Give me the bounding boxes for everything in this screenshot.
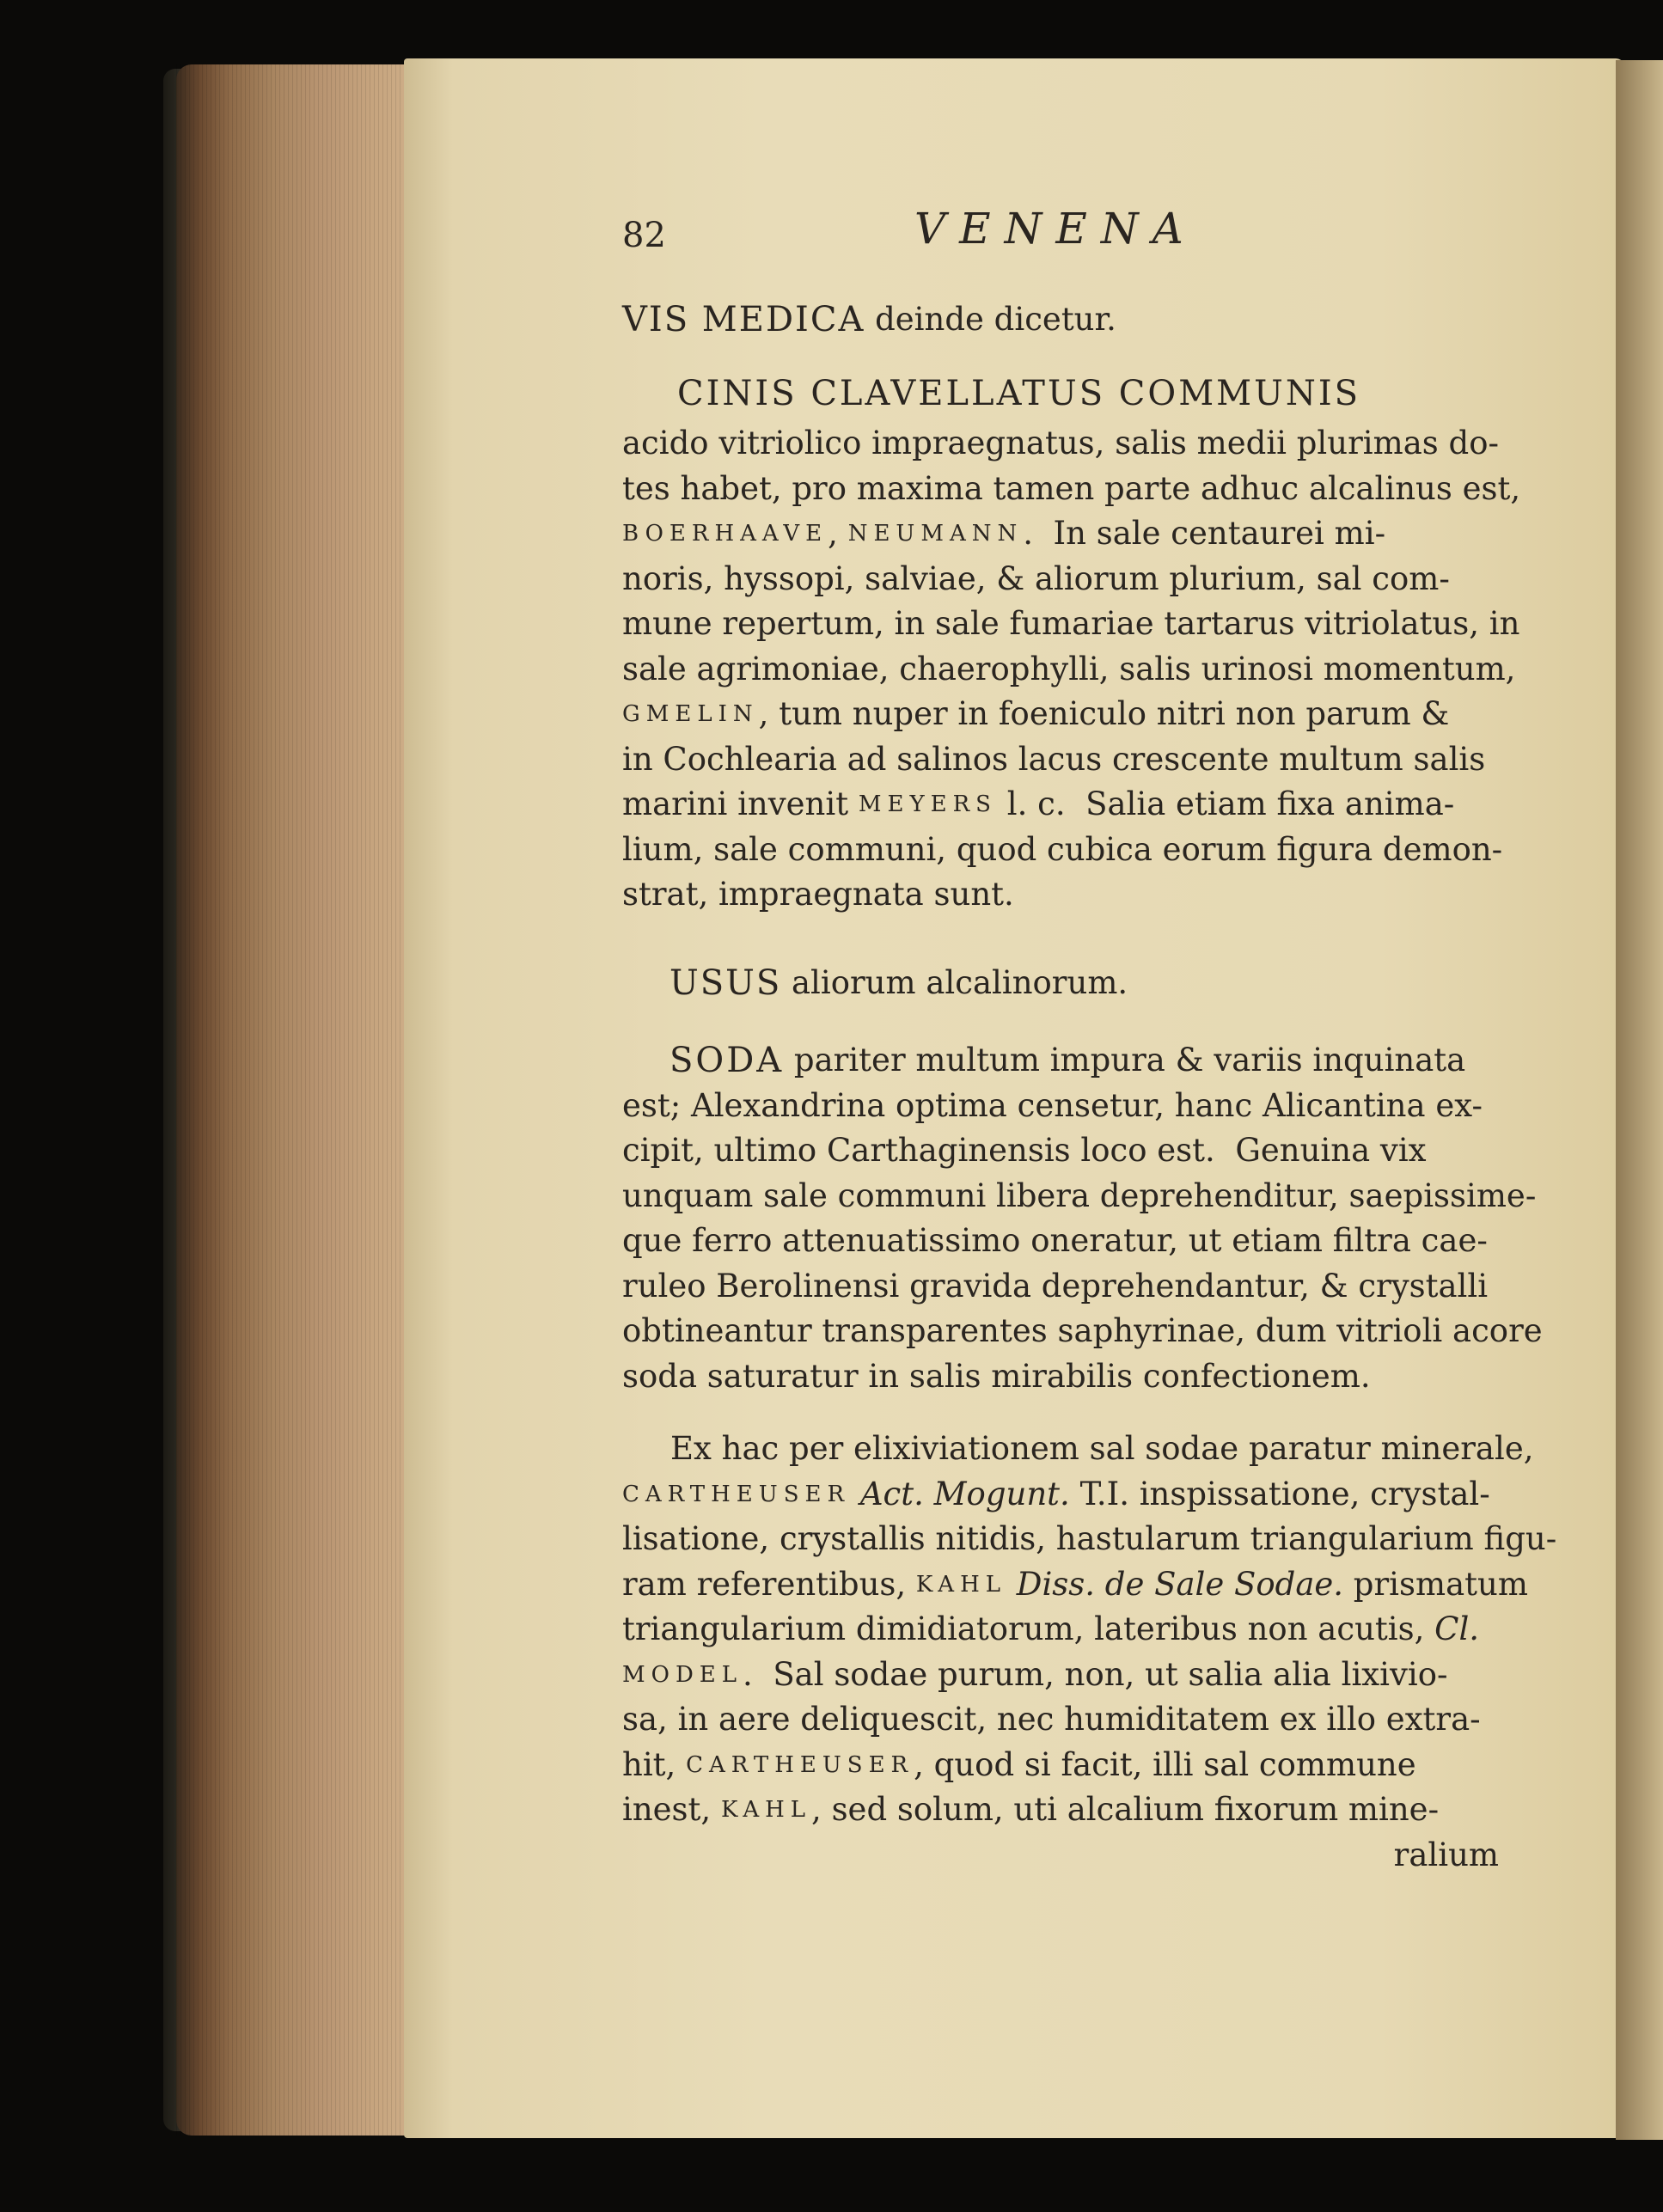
text-line: cipit, ultimo Carthaginensis loco est. Genuina vix [622, 1132, 1427, 1169]
paragraph-lead: CINIS CLAVELLATUS COMMUNIS [677, 374, 1361, 413]
text-line: est; Alexandrina optima censetur, hanc Alicantina ex- [622, 1086, 1483, 1124]
author-name: MEYERS [858, 791, 997, 817]
author-name: KAHL [915, 1571, 1007, 1598]
text-fragment: hit, [622, 1745, 687, 1783]
author-name: CARTHEUSER [622, 1481, 851, 1507]
paragraph-cinis-clavellatus [622, 371, 1521, 918]
text-line: tes habet, pro maxima tamen parte adhuc alcalinus est, [622, 469, 1521, 507]
text-line: acido vitriolico impraegnatus, salis medii plurimas do- [622, 425, 1499, 461]
text-line: obtineantur transparentes saphyrinae, dum vitrioli acore [622, 1312, 1543, 1349]
page-header [622, 206, 1499, 258]
text-fragment: . In sale centaurei mi- [1023, 515, 1386, 552]
heading-caps: USUS [669, 963, 782, 1003]
text-fragment: , quod si facit, illi sal commune [914, 1745, 1416, 1783]
text-line: lium, sale communi, quod cubica eorum figura demon- [622, 830, 1503, 868]
citation-italic: Diss. de Sale Sodae. [1006, 1565, 1344, 1603]
section-heading-usus [622, 961, 1499, 1006]
text-line: mune repertum, in sale fumariae tartarus vitriolatus, in [622, 605, 1520, 642]
text-fragment: T.I. inspissatione, crystal- [1069, 1475, 1490, 1512]
text-line: que ferro attenuatissimo oneratur, ut etiam filtra cae- [622, 1222, 1488, 1259]
text-fragment: marini invenit [622, 785, 859, 822]
catchword: ralium [1393, 1836, 1499, 1873]
citation-italic: Act. Mogunt. [850, 1475, 1070, 1512]
author-name: GMELIN [622, 701, 759, 727]
paragraph-lead: SODA [669, 1041, 785, 1080]
text-line: Ex hac per elixiviationem sal sodae paratur minerale, [670, 1430, 1534, 1467]
heading-caps: VIS MEDICA [622, 300, 865, 339]
text-fragment: triangularium dimidiatorum, lateribus non acutis, [622, 1610, 1435, 1647]
author-name: CARTHEUSER [686, 1751, 914, 1778]
text-line: lisatione, crystallis nitidis, hastularum triangularium figu- [622, 1520, 1557, 1557]
running-head: VENENA [914, 204, 1197, 254]
text-fragment: prismatum [1343, 1565, 1528, 1603]
text-line: ruleo Berolinensi gravida deprehendantur, & crystalli [622, 1267, 1489, 1305]
text-line: strat, impraegnata sunt. [622, 876, 1014, 913]
text-line: in Cochlearia ad salinos lacus crescente multum salis [622, 740, 1486, 778]
heading-rest: deinde dicetur. [865, 301, 1116, 338]
text-line: unquam sale communi libera deprehenditur, saepissime- [622, 1176, 1537, 1214]
text-line: soda saturatur in salis mirabilis confectionem. [622, 1357, 1371, 1395]
text-line: sa, in aere deliquescit, nec humiditatem ex illo extra- [622, 1701, 1481, 1738]
author-name: MODEL [622, 1661, 743, 1688]
text-fragment: inest, [622, 1791, 721, 1828]
author-name: BOERHAAVE [622, 521, 828, 547]
heading-rest: aliorum alcalinorum. [781, 964, 1128, 1001]
page-number: 82 [622, 216, 666, 255]
text-fragment: l. c. Salia etiam fixa anima- [997, 785, 1455, 822]
text-fragment: , tum nuper in foeniculo nitri non parum & [758, 695, 1450, 732]
text-fragment: , sed solum, uti alcalium fixorum mine- [811, 1791, 1440, 1828]
text-line: sale agrimoniae, chaerophylli, salis urinosi momentum, [622, 650, 1516, 687]
facing-page-edge [1616, 60, 1663, 2140]
author-name: NEUMANN [847, 521, 1024, 547]
citation-italic: Cl. [1434, 1610, 1480, 1647]
text-fragment: pariter multum impura & variis inquinata [784, 1042, 1466, 1079]
text-line: noris, hyssopi, salviae, & aliorum plurium, sal com- [622, 559, 1450, 597]
page-edges [176, 64, 421, 2136]
author-name: KAHL [720, 1797, 812, 1823]
text-fragment: ram referentibus, [622, 1565, 916, 1603]
paragraph-ex-hac [622, 1427, 1557, 1878]
text-fragment: , [828, 515, 848, 552]
section-heading-vis-medica [622, 297, 1499, 343]
paragraph-soda [622, 1038, 1543, 1399]
text-fragment: . Sal sodae purum, non, ut salia alia lixivio- [743, 1655, 1448, 1693]
